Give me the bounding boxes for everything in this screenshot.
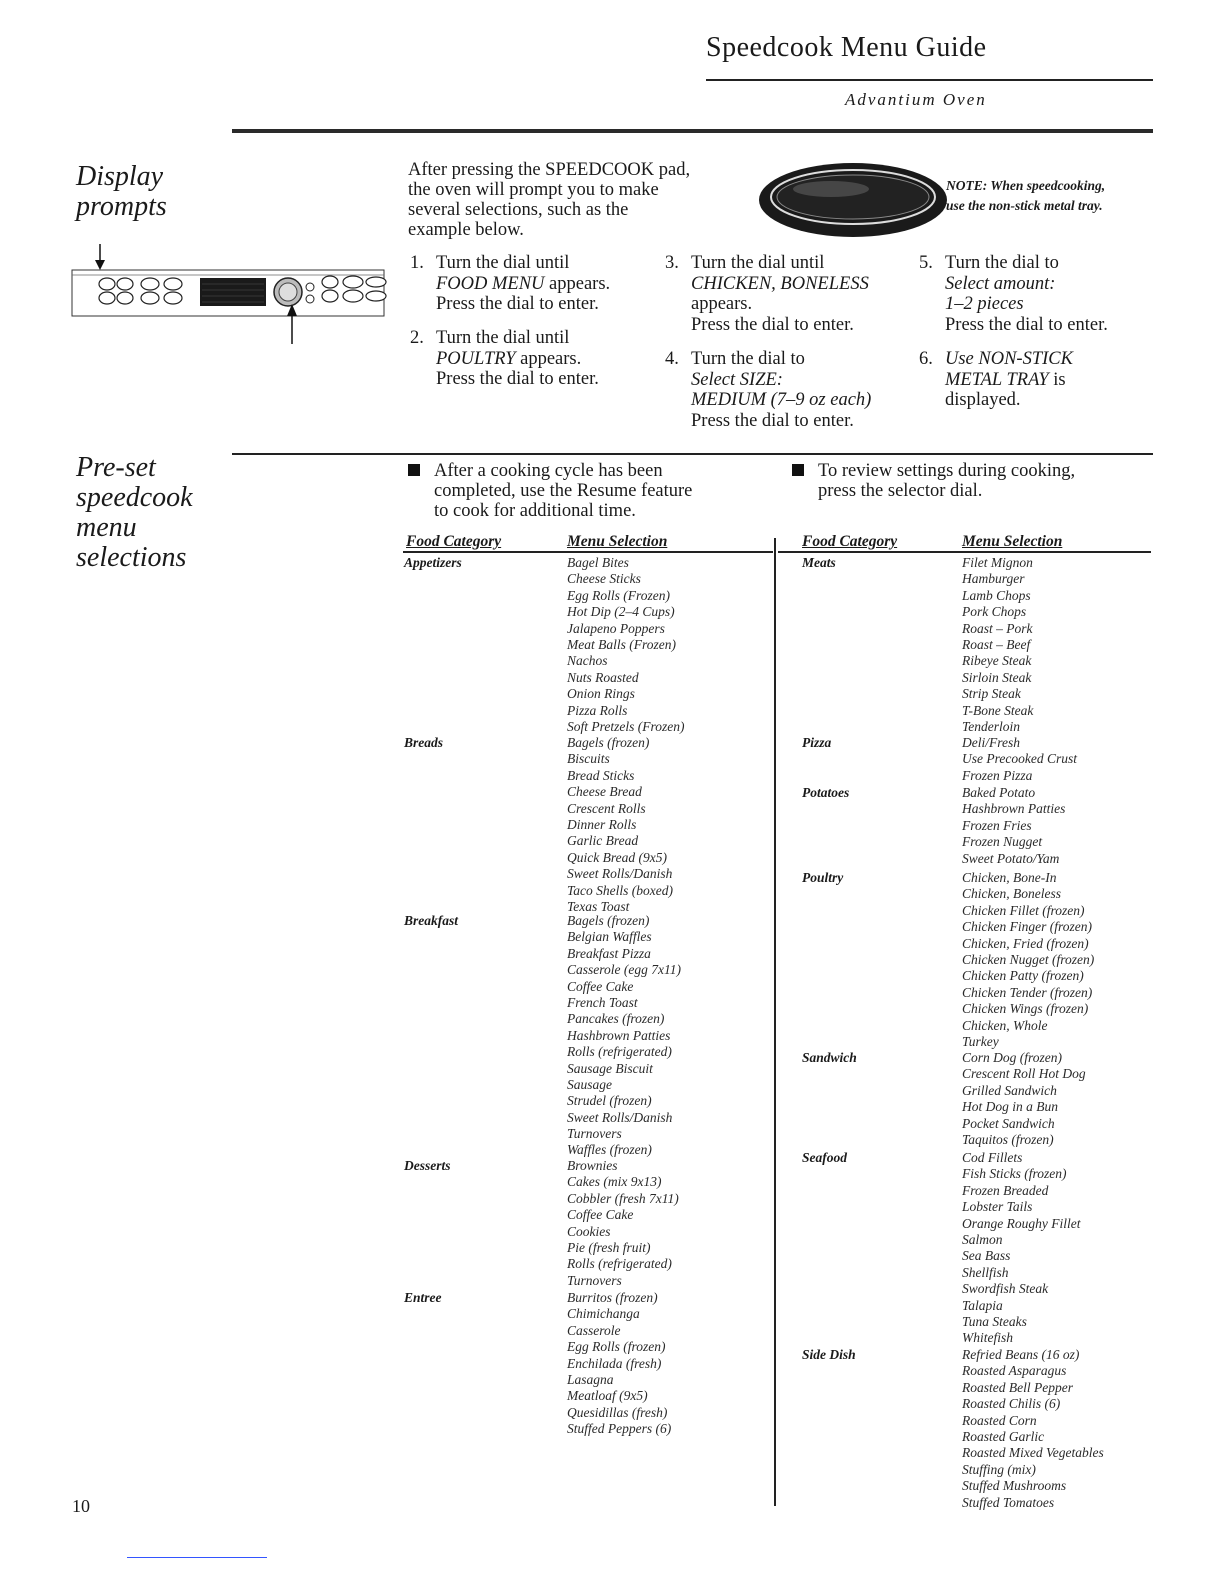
page-number: 10 xyxy=(72,1496,90,1516)
right-table-rule xyxy=(778,551,1151,553)
step-3: 3. Turn the dial until CHICKEN, BONELESS appears. Press the dial to enter. xyxy=(665,253,869,335)
category-breakfast: Breakfast xyxy=(404,913,458,928)
category-sandwich: Sandwich xyxy=(802,1050,857,1065)
left-table-rule xyxy=(403,551,773,553)
category-side-dish: Side Dish xyxy=(802,1347,856,1362)
menu-list-appetizers: Bagel Bites Cheese Sticks Egg Rolls (Frozen) Hot Dip (2–4 Cups) Jalapeno Poppers Meat Balls (Frozen) Nachos Nuts Roasted Onion Rings Pizza Rolls Soft Pretzels (Frozen) xyxy=(567,555,685,734)
page-subtitle: Advantium Oven xyxy=(845,90,987,109)
bullet-resume: After a cooking cycle has been completed, use the Resume feature to cook for additional time. xyxy=(408,461,768,523)
step-4: 4. Turn the dial to Select SIZE: MEDIUM (7–9 oz each) Press the dial to enter. xyxy=(665,349,872,431)
menu-list-meats: Filet Mignon Hamburger Lamb Chops Pork Chops Roast – Pork Roast – Beef Ribeye Steak Sirloin Steak Strip Steak T-Bone Steak Tenderloin xyxy=(962,555,1034,734)
left-col-menu-selection-header: Menu Selection xyxy=(567,533,668,550)
menu-list-desserts: Brownies Cakes (mix 9x13) Cobbler (fresh 7x11) Coffee Cake Cookies Pie (fresh fruit) Rolls (refrigerated) Turnovers xyxy=(567,1158,679,1288)
step-5: 5. Turn the dial to Select amount: 1–2 pieces Press the dial to enter. xyxy=(919,253,1108,335)
table-column-divider xyxy=(774,538,776,1506)
menu-list-entree: Burritos (frozen) Chimichanga Casserole Egg Rolls (frozen) Enchilada (fresh) Lasagna Meatloaf (9x5) Quesidillas (fresh) Stuffed Peppers (6) xyxy=(567,1290,672,1437)
category-potatoes: Potatoes xyxy=(802,785,850,800)
menu-list-breads: Bagels (frozen) Biscuits Bread Sticks Cheese Bread Crescent Rolls Dinner Rolls Garlic Bread Quick Bread (9x5) Sweet Rolls/Danish Taco Shells (boxed) Texas Toast xyxy=(567,735,673,914)
category-pizza: Pizza xyxy=(802,735,832,750)
category-seafood: Seafood xyxy=(802,1150,847,1165)
bullet-square-icon xyxy=(408,464,420,476)
step-1: 1. Turn the dial until FOOD MENU appears. Press the dial to enter. xyxy=(410,253,611,314)
category-appetizers: Appetizers xyxy=(404,555,462,570)
footer-line xyxy=(127,1557,267,1558)
menu-list-sandwich: Corn Dog (frozen) Crescent Roll Hot Dog Grilled Sandwich Hot Dog in a Bun Pocket Sandwich Taquitos (frozen) xyxy=(962,1050,1086,1147)
menu-list-poultry: Chicken, Bone-In Chicken, Boneless Chicken Fillet (frozen) Chicken Finger (frozen) Chicken, Fried (frozen) Chicken Nugget (frozen) Chicken Patty (frozen) Chicken Tender (frozen) Chicken Wings (frozen) Chicken, Whole Turkey xyxy=(962,870,1095,1049)
step-6: 6. Use NON-STICK METAL TRAY is displayed. xyxy=(919,349,1073,410)
section-rule-middle xyxy=(232,453,1153,455)
right-col-food-category-header: Food Category xyxy=(802,533,898,550)
category-desserts: Desserts xyxy=(404,1158,451,1173)
note-text: NOTE: When speedcooking, use the non-stick metal tray. xyxy=(946,178,1106,213)
menu-list-potatoes: Baked Potato Hashbrown Patties Frozen Fries Frozen Nugget Sweet Potato/Yam xyxy=(962,785,1066,866)
category-breads: Breads xyxy=(404,735,444,750)
bullet-square-icon xyxy=(792,464,804,476)
menu-list-seafood: Cod Fillets Fish Sticks (frozen) Frozen Breaded Lobster Tails Orange Roughy Fillet Salmon Sea Bass Shellfish Swordfish Steak Talapia Tuna Steaks Whitefish xyxy=(962,1150,1081,1346)
header-rule xyxy=(706,79,1153,81)
category-meats: Meats xyxy=(802,555,836,570)
step-2: 2. Turn the dial until POULTRY appears. Press the dial to enter. xyxy=(410,328,599,389)
control-panel-illustration xyxy=(70,244,390,349)
right-col-menu-selection-header: Menu Selection xyxy=(962,533,1063,550)
menu-list-pizza: Deli/Fresh Use Precooked Crust Frozen Pizza xyxy=(962,735,1077,783)
preset-heading: Pre-set speedcook menu selections xyxy=(76,452,193,573)
metal-tray-illustration xyxy=(756,150,956,255)
section-rule-top xyxy=(232,129,1153,133)
menu-list-side-dish: Refried Beans (16 oz) Roasted Asparagus Roasted Bell Pepper Roasted Chilis (6) Roasted Corn Roasted Garlic Roasted Mixed Vegetables Stuffing (mix) Stuffed Mushrooms Stuffed Tomatoes xyxy=(962,1347,1104,1510)
left-col-food-category-header: Food Category xyxy=(406,533,502,550)
intro-paragraph: After pressing the SPEEDCOOK pad, the oven will prompt you to make several selections, such as the example below. xyxy=(408,160,691,240)
bullet-review: To review settings during cooking, press the selector dial. xyxy=(792,461,1152,503)
page-title: Speedcook Menu Guide xyxy=(706,32,987,63)
category-poultry: Poultry xyxy=(802,870,844,885)
display-prompts-heading: Display prompts xyxy=(76,161,167,222)
menu-list-breakfast: Bagels (frozen) Belgian Waffles Breakfast Pizza Casserole (egg 7x11) Coffee Cake French Toast Pancakes (frozen) Hashbrown Patties Rolls (refrigerated) Sausage Biscuit Sausage Strudel (frozen) Sweet Rolls/Danish Turnovers Waffles (frozen) xyxy=(567,913,681,1158)
category-entree: Entree xyxy=(404,1290,442,1305)
